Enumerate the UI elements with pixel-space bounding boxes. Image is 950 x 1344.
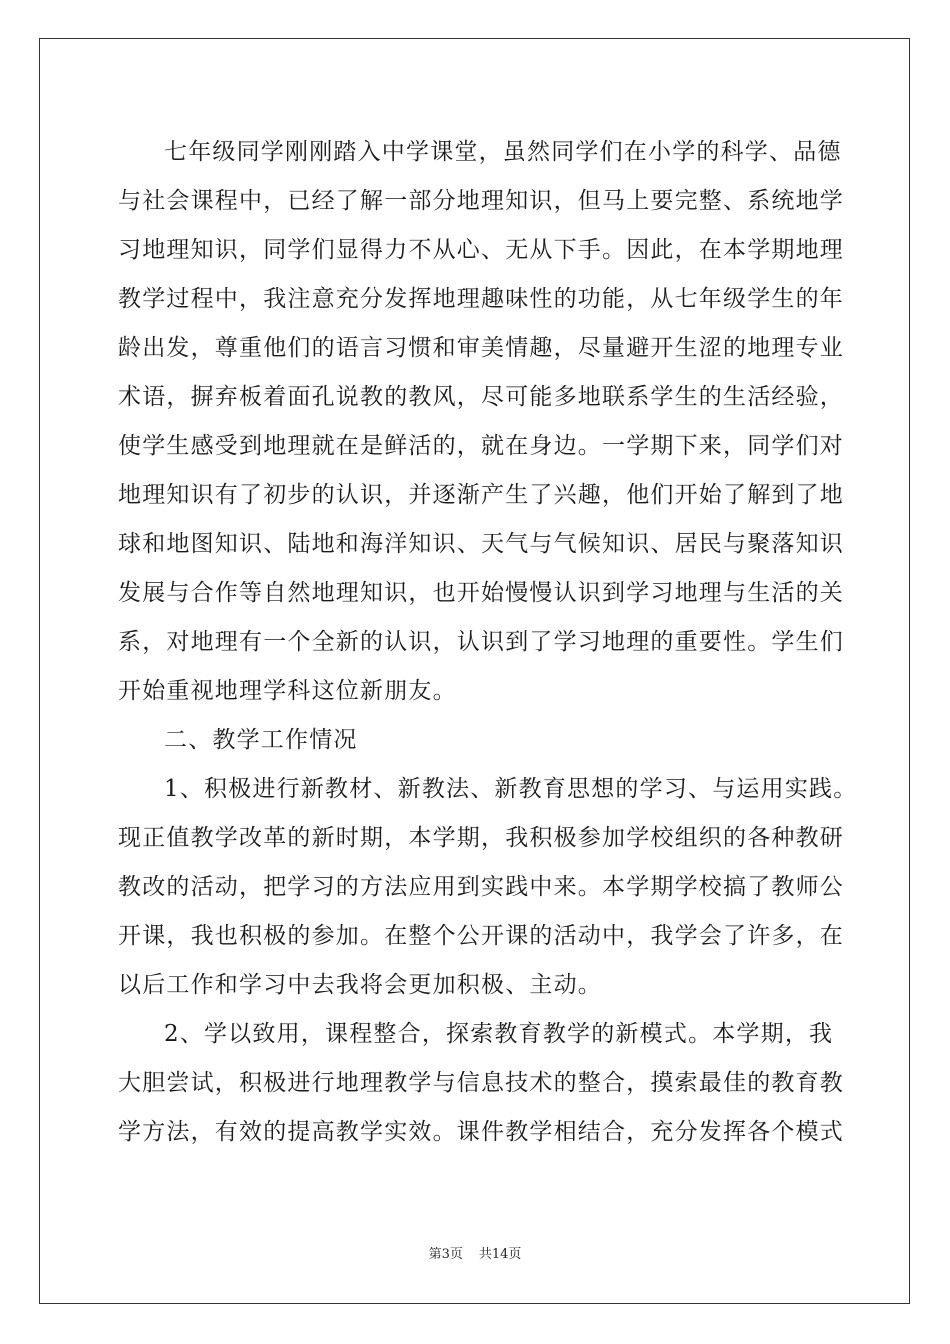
paragraph-line: 习地理知识，同学们显得力不从心、无从下手。因此，在本学期地理 — [118, 237, 844, 263]
paragraph-line: 1、积极进行新教材、新教法、新教育思想的学习、与运用实践。 — [164, 776, 858, 802]
paragraph-line: 七年级同学刚刚踏入中学课堂，虽然同学们在小学的科学、品德 — [164, 139, 842, 165]
section-heading: 二、教学工作情况 — [164, 727, 358, 753]
paragraph-line: 地理知识有了初步的认识，并逐渐产生了兴趣，他们开始了解到了地 — [118, 482, 844, 508]
paragraph-line: 现正值教学改革的新时期，本学期，我积极参加学校组织的各种教研 — [118, 825, 844, 851]
paragraph-line: 教学过程中，我注意充分发挥地理趣味性的功能，从七年级学生的年 — [118, 286, 844, 312]
paragraph-line: 以后工作和学习中去我将会更加积极、主动。 — [118, 972, 602, 998]
page-footer — [0, 1247, 950, 1263]
total-pages: 共14页 — [478, 1247, 522, 1262]
paragraph-line: 系，对地理有一个全新的认识，认识到了学习地理的重要性。学生们 — [118, 629, 844, 655]
paragraph-line: 教改的活动，把学习的方法应用到实践中来。本学期学校搞了教师公 — [118, 874, 844, 900]
paragraph-line: 开课，我也积极的参加。在整个公开课的活动中，我学会了许多，在 — [118, 923, 844, 949]
page-number: 第3页 — [428, 1247, 463, 1262]
paragraph-line: 龄出发，尊重他们的语言习惯和审美情趣，尽量避开生涩的地理专业 — [118, 335, 844, 361]
paragraph-line: 与社会课程中，已经了解一部分地理知识，但马上要完整、系统地学 — [118, 188, 844, 214]
paragraph-line: 学方法，有效的提高教学实效。课件教学相结合，充分发挥各个模式 — [118, 1119, 844, 1145]
paragraph-line: 2、学以致用，课程整合，探索教育教学的新模式。本学期，我 — [164, 1021, 834, 1047]
paragraph-line: 开始重视地理学科这位新朋友。 — [118, 678, 457, 704]
paragraph-line: 术语，摒弃板着面孔说教的教风，尽可能多地联系学生的生活经验， — [118, 384, 844, 410]
paragraph-line: 发展与合作等自然地理知识，也开始慢慢认识到学习地理与生活的关 — [118, 580, 844, 606]
page-border — [39, 38, 910, 1304]
paragraph-line: 使学生感受到地理就在是鲜活的，就在身边。一学期下来，同学们对 — [118, 433, 844, 459]
paragraph-line: 球和地图知识、陆地和海洋知识、天气与气候知识、居民与聚落知识 — [118, 531, 844, 557]
paragraph-line: 大胆尝试，积极进行地理教学与信息技术的整合，摸索最佳的教育教 — [118, 1070, 844, 1096]
